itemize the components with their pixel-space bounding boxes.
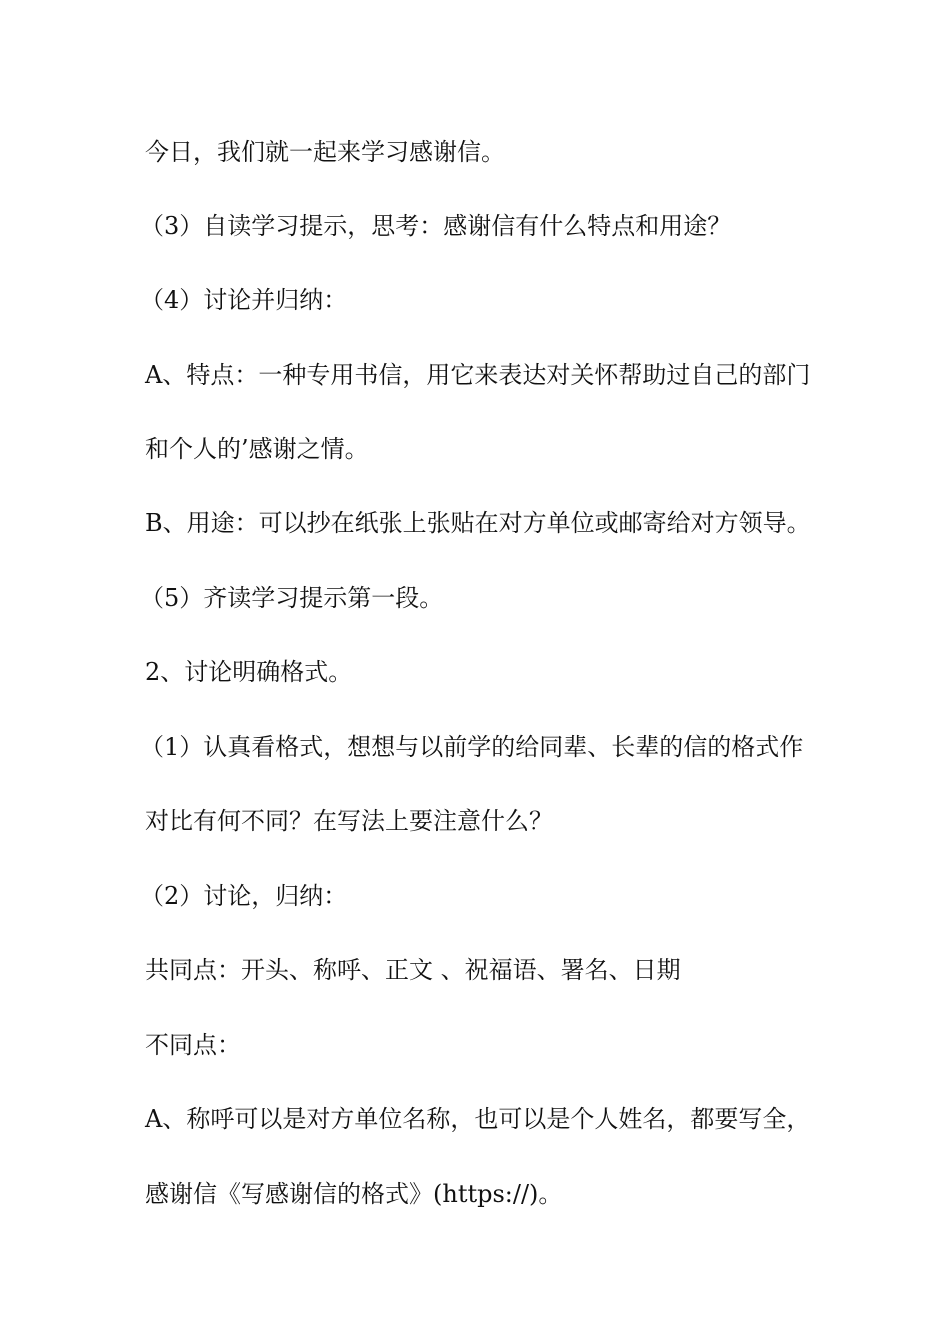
text-line: （3）自读学习提示，思考：感谢信有什么特点和用途？ [140,212,732,240]
text-line: 今日，我们就一起来学习感谢信。 [145,138,505,166]
text-line: 感谢信《写感谢信的格式》(https://)。 [145,1180,563,1208]
text-line: （5）齐读学习提示第一段。 [140,584,444,612]
text-line: 2、讨论明确格式。 [145,658,353,686]
text-line: A、称呼可以是对方单位名称，也可以是个人姓名，都要写全， [145,1105,811,1133]
text-line: 共同点：开头、称呼、正文 、祝福语、署名、日期 [145,956,681,984]
text-line: A、特点：一种专用书信，用它来表达对关怀帮助过自己的部门 [145,361,811,389]
text-line: （2）讨论，归纳： [140,882,348,910]
text-line: 不同点： [145,1031,241,1059]
text-line: 对比有何不同？在写法上要注意什么？ [145,807,553,835]
text-line: B、用途：可以抄在纸张上张贴在对方单位或邮寄给对方领导。 [145,509,811,537]
text-line: 和个人的’感谢之情。 [145,435,369,463]
text-line: （1）认真看格式，想想与以前学的给同辈、长辈的信的格式作 [140,733,804,761]
text-line: （4）讨论并归纳： [140,286,348,314]
